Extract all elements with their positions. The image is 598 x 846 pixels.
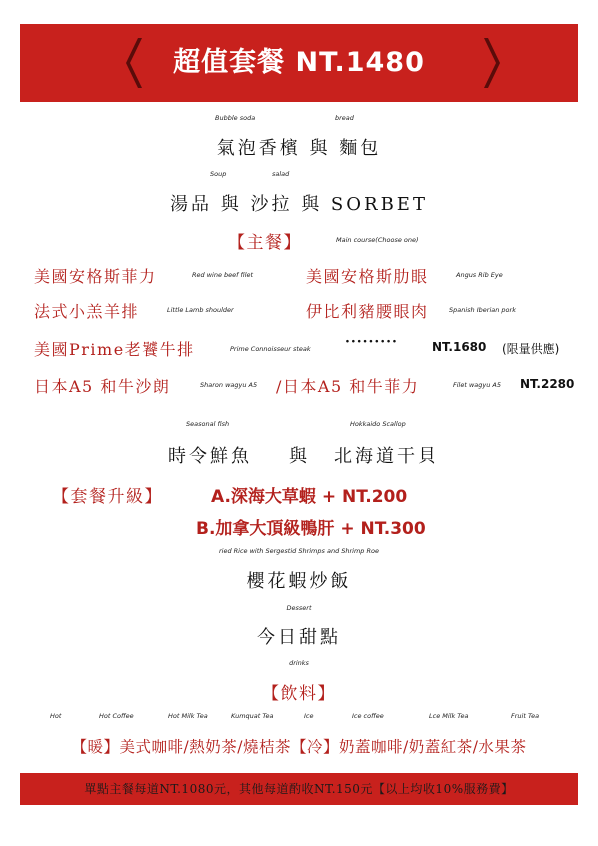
drink-en-item: Ice coffee (352, 712, 384, 720)
main-item-price: NT.2280 (520, 377, 575, 391)
upgrade-heading: 【套餐升級】 (52, 487, 163, 507)
main-item-en: Angus Rib Eye (456, 271, 503, 279)
course3-en-left: Seasonal fish (186, 420, 230, 428)
course2-en-left: Soup (210, 170, 227, 178)
main-item-en: Prime Connoisseur steak (230, 345, 311, 353)
course2-title: 湯品 與 沙拉 與 SORBET (170, 194, 428, 215)
main-item-price: NT.1680 (432, 340, 487, 354)
main-item-zh: 伊比利豬腰眼肉 (306, 302, 429, 321)
main-course-heading: 【主餐】 (228, 233, 302, 253)
main-item-zh: 法式小羔羊排 (34, 302, 140, 321)
footer-note: 單點主餐每道NT.1080元，其他每道酌收NT.150元【以上均收10%服務費】 (84, 782, 514, 796)
course4-title: 櫻花蝦炒飯 (246, 571, 352, 592)
dessert-title: 今日甜點 (257, 627, 341, 648)
course1-title: 氣泡香檳 與 麵包 (216, 138, 382, 159)
main-item-zh: 美國安格斯肋眼 (306, 267, 429, 286)
course3-zh-mid: 與 (289, 446, 310, 467)
main-item-note: (限量供應) (502, 342, 560, 356)
dot-leader: ········· (345, 334, 398, 350)
upgrade-option-a: A.深海大草蝦 + NT.200 (211, 487, 408, 507)
course1-en-left: Bubble soda (215, 114, 256, 122)
course2-en-right: salad (272, 170, 290, 178)
drinks-list: 【暖】美式咖啡/熱奶茶/燒桔茶【冷】奶蓋咖啡/奶蓋紅茶/水果茶 (71, 738, 527, 756)
title-banner (20, 24, 578, 102)
drink-en-item: Hot Coffee (99, 712, 134, 720)
upgrade-option-b: B.加拿大頂級鴨肝 + NT.300 (196, 519, 426, 539)
drink-en-item: Kumquat Tea (231, 712, 274, 720)
main-item-zh: /日本A5 和牛菲力 (276, 377, 420, 396)
course1-en-right: bread (335, 114, 354, 122)
main-item-zh: 美國Prime老饕牛排 (34, 340, 195, 359)
drink-en-item: Ice (304, 712, 314, 720)
main-item-zh: 美國安格斯菲力 (34, 267, 157, 286)
page-title: 超值套餐 NT.1480 (173, 47, 425, 78)
course3-en-right: Hokkaido Scallop (350, 420, 406, 428)
course3-zh-right: 北海道干貝 (334, 446, 439, 467)
drinks-en: drinks (289, 659, 309, 667)
course4-en: ried Rice with Sergestid Shrimps and Shrimp Roe (218, 547, 379, 555)
main-item-en: Sharon wagyu A5 (200, 381, 258, 389)
main-course-heading-en: Main course(Choose one) (336, 236, 419, 244)
drink-en-item: Fruit Tea (511, 712, 540, 720)
dessert-en: Dessert (286, 604, 312, 612)
drink-en-item: Hot (50, 712, 62, 720)
footer-banner (20, 773, 578, 805)
main-item-en: Red wine beef filet (192, 271, 254, 279)
drink-en-item: Lce Milk Tea (429, 712, 469, 720)
drink-en-item: Hot Milk Tea (168, 712, 208, 720)
main-item-en: Spanish Iberian pork (449, 306, 516, 314)
main-item-zh: 日本A5 和牛沙朗 (34, 377, 171, 396)
main-item-en: Filet wagyu A5 (453, 381, 502, 389)
course3-zh-left: 時令鮮魚 (168, 446, 252, 467)
main-item-en: Little Lamb shoulder (167, 306, 234, 314)
drinks-heading: 【飲料】 (262, 684, 336, 704)
